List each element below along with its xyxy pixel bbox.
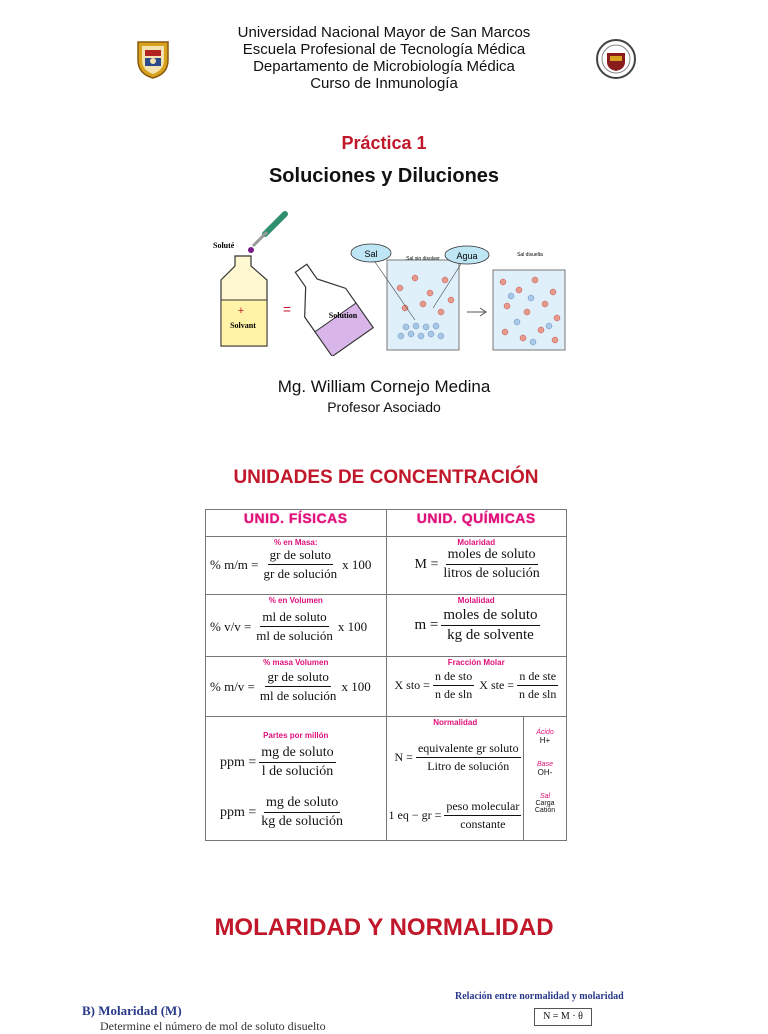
- plus-sign: +: [237, 305, 245, 317]
- cell-normality: Normalidad N = $\frac{\text{equivalente gr soluto}}{\text{Litro de solución}}$ 1 eq − gr = $\frac{\text{peso molecular}}{\text{constante}}$ Ácido H+ Base OH- Sal Carga Catión: [386, 717, 567, 841]
- author-name: Mg. William Cornejo Medina: [277, 377, 491, 396]
- table-header-chemical: UNID. QUÍMICAS: [386, 510, 567, 537]
- cell-mass-percent: % en Masa: % m/m = $\frac{\text{gr de soluto}}{\text{gr de solución}}$ x 100: [206, 537, 387, 595]
- solvent-label: Solvant: [230, 321, 256, 330]
- solute-label: Soluté: [213, 241, 235, 250]
- section-title-units: UNIDADES DE CONCENTRACIÓN: [233, 467, 539, 488]
- dropper-icon: [248, 214, 285, 253]
- university-name: Universidad Nacional Mayor de San Marcos: [237, 24, 531, 41]
- undissolved-label: Sal sin disolver: [406, 256, 440, 262]
- relation-formula: N = M · θ: [534, 1008, 592, 1026]
- dissolved-label: Sal disuelta: [517, 252, 543, 258]
- school-name: Escuela Profesional de Tecnología Médica: [242, 41, 526, 58]
- molarity-text: Determine el número de mol de soluto disuelto: [100, 1019, 326, 1033]
- section-title-molarity: MOLARIDAD Y NORMALIDAD: [214, 914, 554, 941]
- cell-mole-fraction: Fracción Molar X sto = $\frac{\text{n de sto}}{\text{n de sln}}$ X ste = $\frac{\text{n de ste}}{\text{n de sln}}$: [386, 657, 567, 717]
- cell-ppm: Partes por millón ppm = $\frac{\text{mg de soluto}}{\text{l de solución}}$ ppm = $\frac{\text{mg de soluto}}{\text{kg de solución}}$: [206, 717, 387, 841]
- cell-molarity: Molaridad M = $\frac{\text{moles de soluto}}{\text{litros de solución}}$: [386, 537, 567, 595]
- salt-bubble-label: Sal: [364, 249, 378, 259]
- cell-volume-percent: % en Volumen % v/v = $\frac{\text{ml de soluto}}{\text{ml de solución}}$ x 100: [206, 595, 387, 657]
- solution-illustration: [205, 208, 570, 356]
- water-bubble-label: Agua: [456, 251, 478, 261]
- cell-molality: Molalidad m = $\frac{\text{moles de soluto}}{\text{kg de solvente}}$: [386, 595, 567, 657]
- arrow-right-icon: [467, 308, 486, 316]
- molarity-heading: B) Molaridad (M): [82, 1003, 182, 1018]
- equals-sign: =: [282, 301, 292, 317]
- normality-equivalents-column: Ácido H+ Base OH- Sal Carga Catión: [523, 717, 566, 840]
- concentration-units-table: [205, 509, 567, 841]
- solution-flask: [281, 254, 374, 356]
- cell-mass-volume-percent: % masa Volumen % m/v = $\frac{\text{gr de soluto}}{\text{ml de solución}}$ x 100: [206, 657, 387, 717]
- table-header-physical: UNID. FÍSICAS: [206, 510, 387, 537]
- practice-label: Práctica 1: [341, 133, 427, 153]
- practice-title: Soluciones y Diluciones: [268, 165, 500, 187]
- relation-heading: Relación entre normalidad y molaridad: [455, 991, 624, 1002]
- author-role: Profesor Asociado: [327, 399, 441, 415]
- department-name: Departamento de Microbiología Médica: [253, 58, 515, 75]
- solution-label: Solution: [328, 311, 358, 320]
- course-name: Curso de Inmunología: [310, 75, 458, 92]
